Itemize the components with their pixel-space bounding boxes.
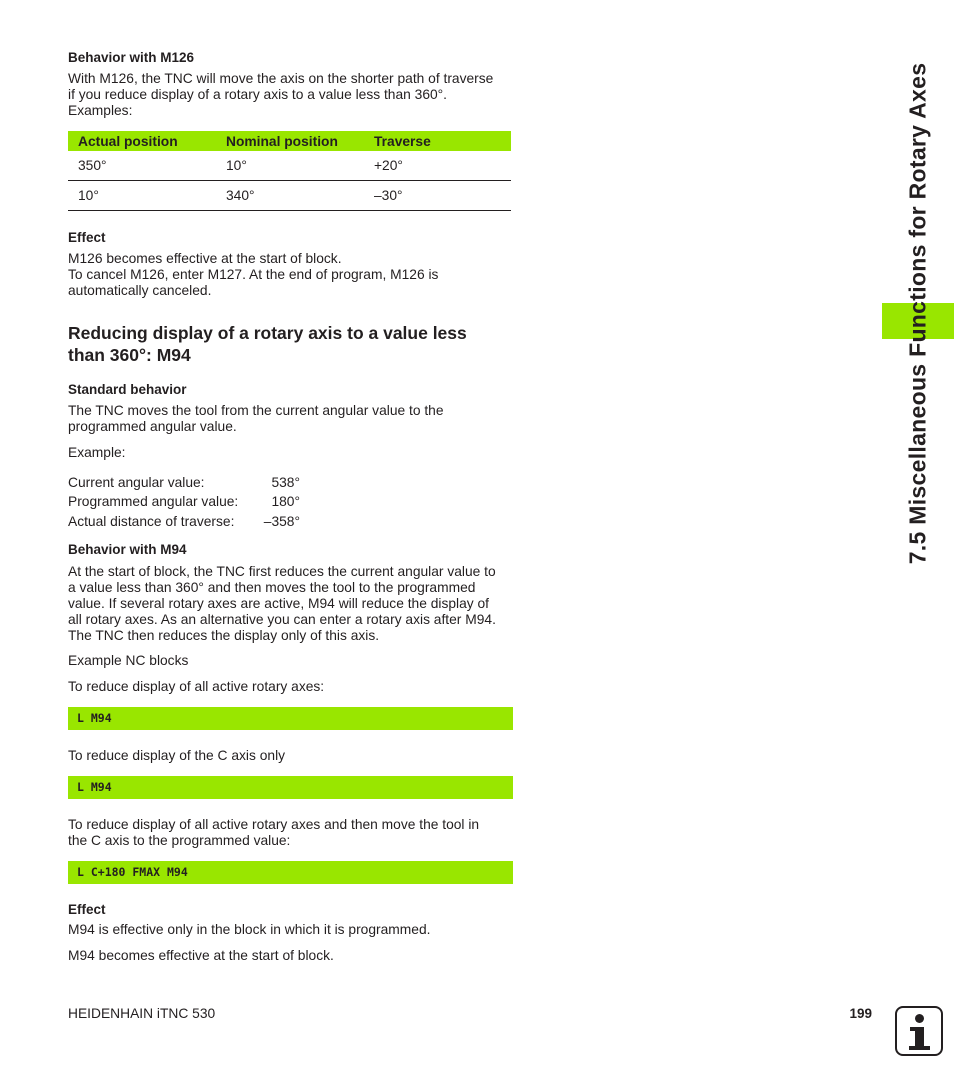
text-line: value. If several rotary axes are active, M94 will reduce the display of: [68, 596, 490, 611]
reduce-move-text: [68, 817, 479, 849]
text-line: Examples:: [68, 103, 133, 118]
chapter-title-text: 7.5 Miscellaneous Functions for Rotary Axes: [904, 62, 931, 564]
text-line: To reduce display of all active rotary axes and then move the tool in: [68, 817, 480, 832]
text-line: To cancel M126, enter M127. At the end of program, M126 is: [68, 267, 439, 282]
m94-effect-line: M94 is effective only in the block in which it is programmed.: [68, 922, 431, 937]
text-line: programmed angular value.: [68, 419, 237, 434]
reduce-all-label: To reduce display of all active rotary axes:: [68, 679, 325, 694]
m126-effect-text: [68, 251, 438, 299]
m94-behavior-text: [68, 564, 496, 644]
page-number: 199: [849, 1006, 872, 1021]
text-line: the C axis to the programmed value:: [68, 833, 291, 848]
text-line: With M126, the TNC will move the axis on the shorter path of traverse: [68, 71, 494, 86]
nc-code-block: L M94: [68, 707, 513, 730]
info-icon: [895, 1006, 943, 1056]
example-row-label: Programmed angular value:: [68, 494, 239, 509]
info-icon-dot: [915, 1014, 924, 1023]
example-row-value: 180°: [271, 494, 300, 509]
text-line: all rotary axes. As an alternative you can enter a rotary axis after M94.: [68, 612, 496, 627]
text-line: The TNC moves the tool from the current angular value to the: [68, 403, 444, 418]
example-row-current: [68, 475, 300, 490]
example-row-value: 538°: [271, 475, 300, 490]
text-line: a value less than 360° and then moves the tool to the programmed: [68, 580, 476, 595]
example-row-traverse: [68, 514, 300, 529]
m126-examples-table: [68, 131, 511, 211]
example-row-programmed: [68, 494, 300, 509]
m126-heading: Behavior with M126: [68, 50, 195, 65]
info-icon-base: [909, 1046, 930, 1050]
nc-code-block: L C+180 FMAX M94: [68, 861, 513, 884]
column-header: Nominal position: [216, 131, 364, 151]
example-row-value: –358°: [263, 514, 300, 529]
table-cell: 350°: [68, 151, 216, 181]
m126-description: [68, 71, 493, 119]
example-row-label: Actual distance of traverse:: [68, 514, 235, 529]
text-line: M126 becomes effective at the start of block.: [68, 251, 342, 266]
m94-behavior-heading: Behavior with M94: [68, 542, 187, 557]
table-cell: 340°: [216, 181, 364, 211]
example-label: Example:: [68, 445, 126, 460]
standard-behavior-text: [68, 403, 444, 435]
reduce-c-label: To reduce display of the C axis only: [68, 748, 286, 763]
table-cell: +20°: [364, 151, 511, 181]
table-header-row: [68, 131, 511, 151]
example-row-label: Current angular value:: [68, 475, 205, 490]
table-row: [68, 181, 511, 211]
standard-behavior-heading: Standard behavior: [68, 382, 187, 397]
table-row: [68, 151, 511, 181]
table-cell: 10°: [68, 181, 216, 211]
column-header: Actual position: [68, 131, 216, 151]
title-line: Reducing display of a rotary axis to a value less: [68, 323, 467, 343]
text-line: The TNC then reduces the display only of this axis.: [68, 628, 380, 643]
column-header: Traverse: [364, 131, 511, 151]
nc-blocks-label: Example NC blocks: [68, 653, 189, 668]
text-line: if you reduce display of a rotary axis to a value less than 360°.: [68, 87, 448, 102]
m126-effect-heading: Effect: [68, 230, 106, 245]
table-cell: 10°: [216, 151, 364, 181]
footer-product: HEIDENHAIN iTNC 530: [68, 1006, 216, 1021]
table-cell: –30°: [364, 181, 511, 211]
title-line: than 360°: M94: [68, 345, 191, 365]
m94-effect-line: M94 becomes effective at the start of block.: [68, 948, 334, 963]
m94-section-title: [68, 322, 467, 366]
chapter-side-title: [880, 38, 954, 588]
m94-effect-heading: Effect: [68, 902, 106, 917]
text-line: At the start of block, the TNC first reduces the current angular value to: [68, 564, 496, 579]
text-line: automatically canceled.: [68, 283, 212, 298]
nc-code-block: L M94: [68, 776, 513, 799]
